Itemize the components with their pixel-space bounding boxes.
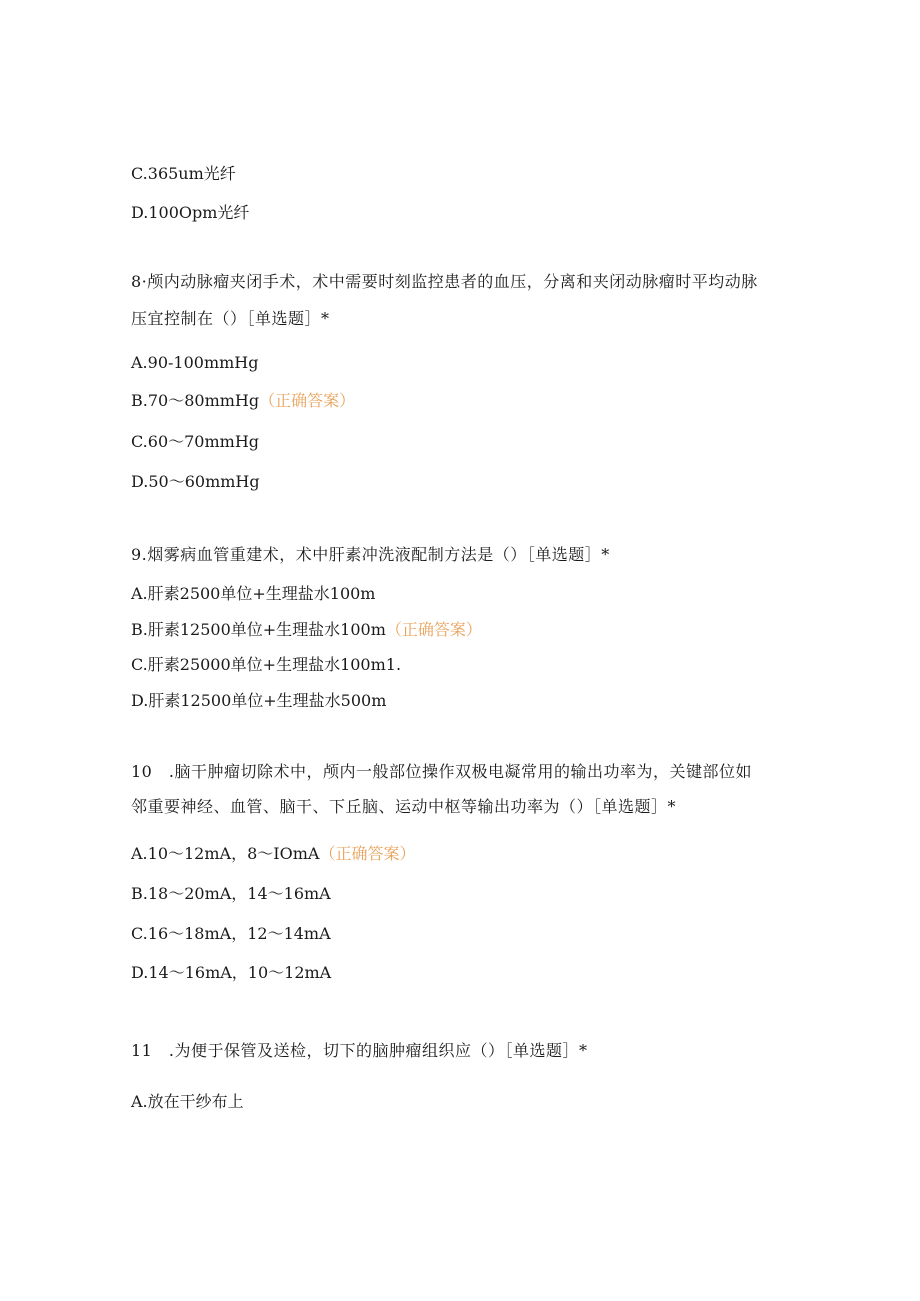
question-10-option-d: D.14～16mA，10～12mA [131, 963, 332, 982]
question-11-option-a: A.放在干纱布上 [131, 1092, 244, 1111]
question-9-option-d: D.肝素12500单位+生理盐水500m [131, 691, 387, 710]
question-8-option-b-text: B.70～80mmHg [131, 391, 260, 410]
correct-answer-label: （正确答案） [319, 844, 416, 863]
question-10-option-a [131, 844, 415, 864]
question-9-stem: 9.烟雾病血管重建术，术中肝素冲洗液配制方法是（）［单选题］* [131, 545, 610, 564]
prev-option-d: D.100Opm光纤 [131, 203, 250, 222]
question-8-option-b [131, 391, 355, 411]
question-10-stem-line1: 10 .脑干肿瘤切除术中，颅内一般部位操作双极电凝常用的输出功率为，关键部位如 [131, 762, 752, 781]
question-9-option-c: C.肝素25000单位+生理盐水100m1. [131, 655, 402, 674]
question-10-option-a-text: A.10～12mA，8～IOmA [131, 844, 320, 863]
question-10-option-c: C.16～18mA，12～14mA [131, 924, 331, 943]
correct-answer-label: （正确答案） [385, 620, 482, 639]
question-8-stem-line2: 压宜控制在（）［单选题］* [131, 309, 330, 328]
question-11-stem: 11 .为便于保管及送检，切下的脑肿瘤组织应（）［单选题］* [131, 1041, 588, 1060]
prev-option-c: C.365um光纤 [131, 164, 236, 183]
question-8-stem-line1: 8·颅内动脉瘤夹闭手术，术中需要时刻监控患者的血压，分离和夹闭动脉瘤时平均动脉 [131, 272, 758, 291]
question-8-option-c: C.60～70mmHg [131, 432, 260, 451]
question-8-option-d: D.50～60mmHg [131, 472, 260, 491]
correct-answer-label: （正确答案） [259, 391, 356, 410]
question-10-stem-line2: 邻重要神经、血管、脑干、下丘脑、运动中枢等输出功率为（）［单选题］* [131, 797, 677, 816]
question-10-option-b: B.18～20mA，14～16mA [131, 884, 331, 903]
question-8-option-a: A.90-100mmHg [131, 353, 259, 372]
question-9-option-a: A.肝素2500单位+生理盐水100m [131, 584, 376, 603]
question-9-option-b [131, 620, 482, 640]
question-9-option-b-text: B.肝素12500单位+生理盐水100m [131, 620, 386, 639]
